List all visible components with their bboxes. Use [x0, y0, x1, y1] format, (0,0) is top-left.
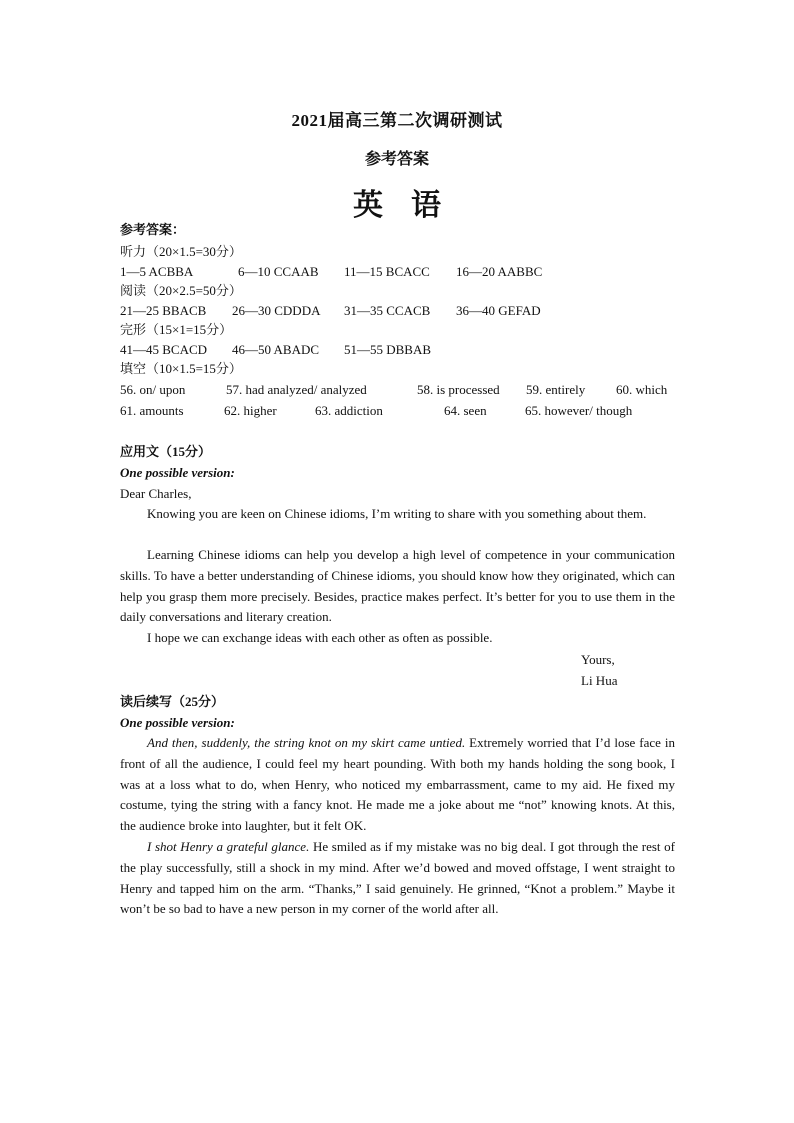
paragraph-lead-sentence: And then, suddenly, the string knot on my skirt came untied.: [147, 735, 466, 750]
continuation-paragraph-2: [120, 837, 675, 920]
continuation-paragraph-1: [120, 733, 675, 837]
page-title: 2021届高三第二次调研测试: [291, 111, 503, 130]
fill-answer: 59. entirely: [526, 382, 586, 397]
fill-answer: 62. higher: [224, 403, 277, 418]
answer-group: 36—40 GEFAD: [456, 303, 541, 318]
answer-group: 1—5 ACBBA: [120, 264, 194, 279]
page-subtitle: 参考答案: [364, 151, 429, 168]
letter-paragraph: I hope we can exchange ideas with each other as often as possible.: [147, 630, 493, 645]
continuation-heading: 读后续写（25分）: [120, 694, 225, 709]
answer-group: 51—55 DBBAB: [344, 342, 432, 357]
listening-label: 听力（20×1.5=30分）: [120, 244, 242, 259]
letter-closing: Yours,: [581, 652, 615, 667]
subject-title: 英语: [353, 189, 469, 222]
answers-heading: 参考答案：: [120, 222, 186, 237]
writing-version-label: One possible version:: [120, 465, 235, 480]
fill-answer: 57. had analyzed/ analyzed: [226, 382, 367, 397]
cloze-label: 完形（15×1=15分）: [120, 322, 233, 337]
writing-heading: 应用文（15分）: [120, 444, 212, 459]
paragraph-body: Extremely worried that I’d lose face in front of all the audience, I could feel my heart pounding. With both my hands holding the song book, I was at a loss what to do, when Henry, who noticed my embarrassment, came to my aid. He fixed my costume, tying the string with a fancy knot. He made me a joke about me “not” knowing knots. At this, the audience broke into laughter, but it felt OK.: [120, 735, 675, 834]
letter-paragraph: Learning Chinese idioms can help you develop a high level of competence in your communication skills. To have a better understanding of Chinese idioms, you should know how they originated, which can help you grasp them more precisely. Besides, practice makes perfect. It’s better for you to use them in the daily conversations and literary creation.: [120, 547, 675, 625]
fill-answer: 58. is processed: [417, 382, 500, 397]
answer-group: 26—30 CDDDA: [232, 303, 321, 318]
fill-answer: 60. which: [616, 382, 668, 397]
answer-group: 6—10 CCAAB: [238, 264, 319, 279]
fill-label: 填空（10×1.5=15分）: [120, 361, 242, 376]
paragraph-body: He smiled as if my mistake was no big deal. I got through the rest of the play successfully, still a shock in my mind. After we’d bowed and moved offstage, I went straight to Henry and tapped him on the arm. “Thanks,” I said genuinely. He grinned, “Knot a problem.” Maybe it won’t be so bad to have a new person in my corner of the world after all.: [120, 839, 676, 917]
fill-answer: 61. amounts: [120, 403, 184, 418]
reading-label: 阅读（20×2.5=50分）: [120, 283, 242, 298]
answer-group: 41—45 BCACD: [120, 342, 208, 357]
fill-answer: 65. however/ though: [525, 403, 633, 418]
paragraph-lead-sentence: I shot Henry a grateful glance.: [147, 839, 310, 854]
letter-signature: Li Hua: [581, 673, 618, 688]
answer-group: 16—20 AABBC: [456, 264, 543, 279]
letter-greeting: Dear Charles,: [120, 486, 192, 501]
answer-group: 31—35 CCACB: [344, 303, 431, 318]
fill-answer: 63. addiction: [315, 403, 383, 418]
fill-answer: 56. on/ upon: [120, 382, 186, 397]
letter-paragraph: Knowing you are keen on Chinese idioms, I’m writing to share with you something about them.: [147, 506, 647, 521]
answer-group: 11—15 BCACC: [344, 264, 430, 279]
answer-group: 21—25 BBACB: [120, 303, 207, 318]
answer-group: 46—50 ABADC: [232, 342, 320, 357]
fill-answer: 64. seen: [444, 403, 487, 418]
continuation-version-label: One possible version:: [120, 715, 235, 730]
